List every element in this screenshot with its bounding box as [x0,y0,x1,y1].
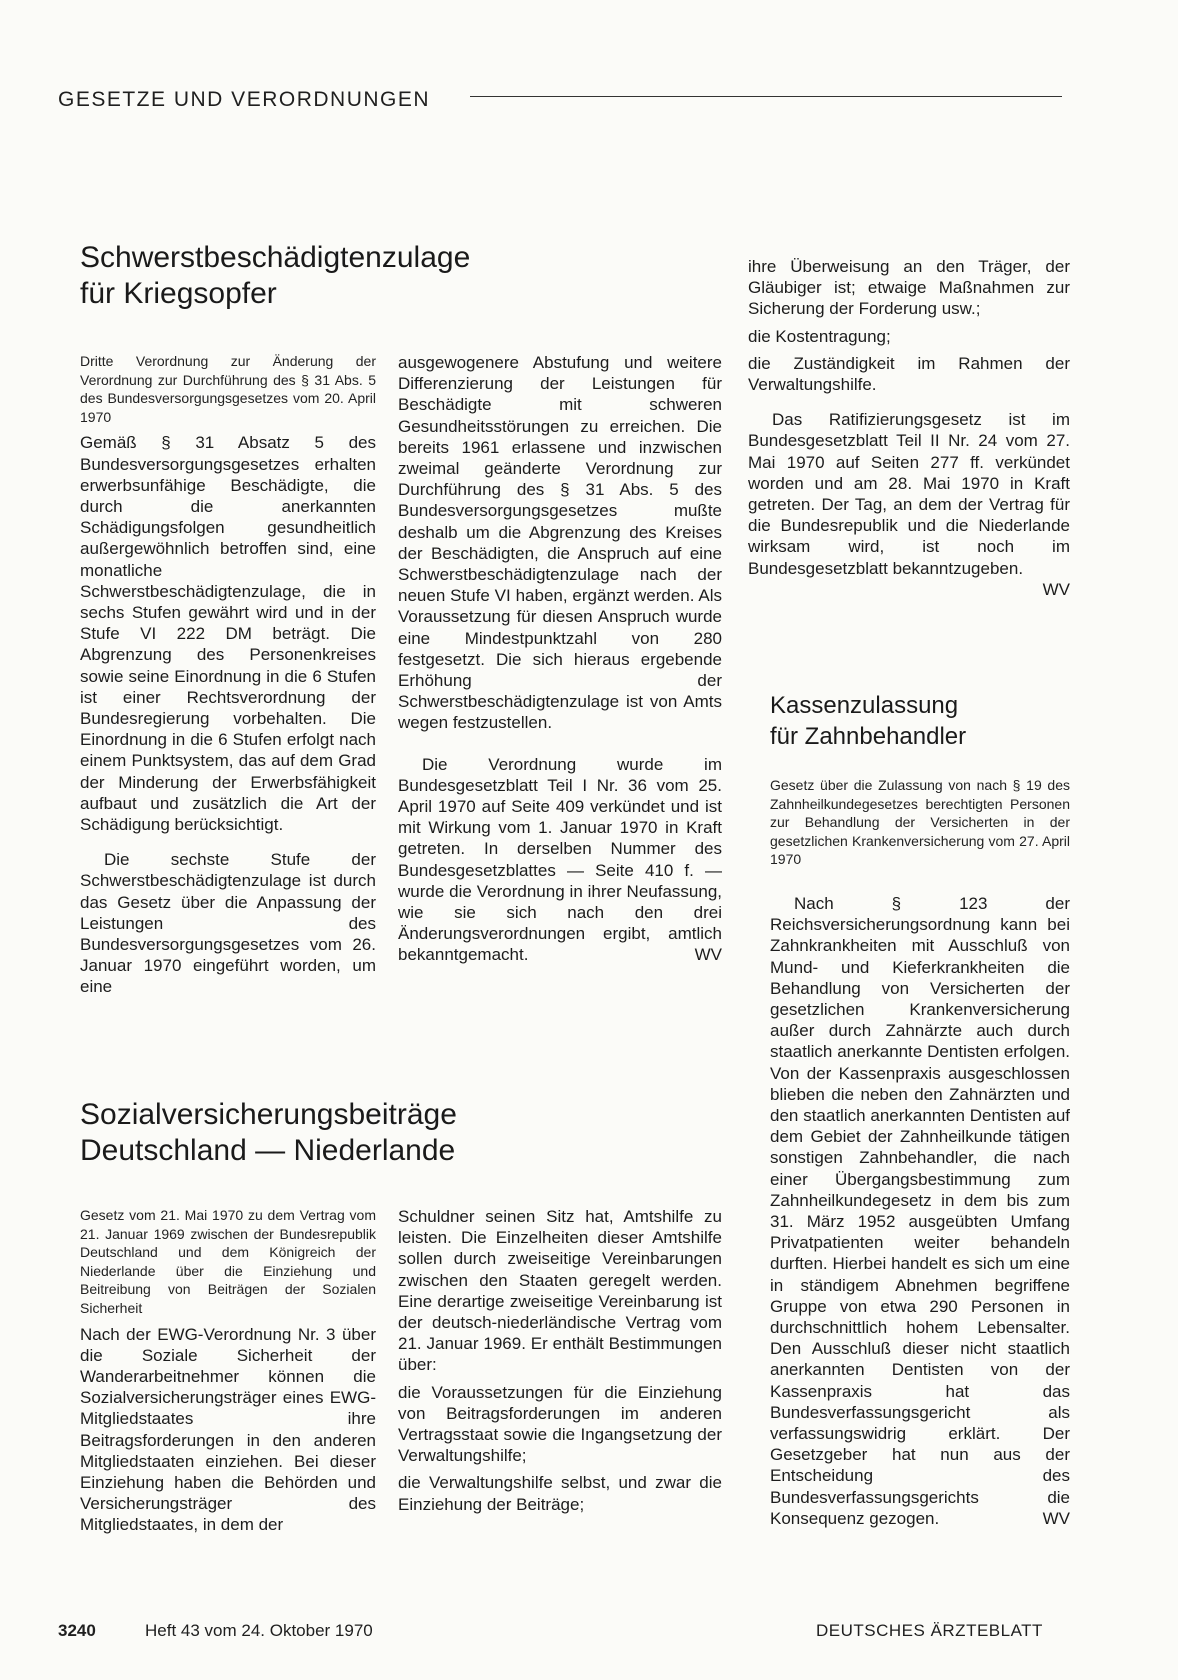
article1-column2 [398,352,722,966]
article1-subtitle: Dritte Verordnung zur Änderung der Verordnung zur Durchführung des § 31 Abs. 5 des Bundesversorgungsgesetzes vom 20. April 1970 [80,353,376,425]
article1-title-line1: Schwerstbeschädigtenzulage [80,241,471,274]
header-rule [470,96,1062,97]
journal-name: DEUTSCHES ÄRZTEBLATT [816,1621,1043,1640]
article3-column [770,776,1070,1529]
article2-paragraph2: Schuldner seinen Sitz hat, Amtshilfe zu leisten. Die Einzelheiten dieser Amtshilfe sollen durch zweiseitige Vereinbarungen zwischen den Staaten geregelt werden. Eine derartige zweiseitige Vereinbarung ist der deutsch-niederländische Vertrag vom 21. Januar 1969. Er enthält Bestimmungen über: [398,1207,722,1375]
article1-paragraph2: Die sechste Stufe der Schwerstbeschädigtenzulage ist durch das Gesetz über die Anpassung der Leistungen des Bundesversorgungsgesetzes vom 26. Januar 1970 eingeführt worden, um eine [80,850,376,997]
article2-list-item3: ihre Überweisung an den Träger, der Gläubiger ist; etwaige Maßnahmen zur Sicherung der Forderung usw.; [748,257,1070,319]
article2-list-item5: die Zuständigkeit im Rahmen der Verwaltungshilfe. [748,353,1070,395]
article2-column3 [748,256,1070,600]
article1-paragraph1: Gemäß § 31 Absatz 5 des Bundesversorgungsgesetzes erhalten erwerbsunfähige Beschädigte, die durch die anerkannten Schädigungsfolgen gesundheitlich außergewöhnlich betroffen sind, eine monatliche Schwerstbeschädigtenzulage, die in sechs Stufen gewährt wird und in der Stufe VI 222 DM beträgt. Die Abgrenzung des Personenkreises sowie seine Einordnung in die 6 Stufen ist einer Rechtsverordnung der Bundesregierung vorbehalten. Die Einordnung in die 6 Stufen erfolgt nach einem Punktsystem, das auf dem Grad der Minderung der Erwerbsfähigkeit aufbaut und zusätzlich die Art der Schädigung berücksichtigt. [80,433,376,835]
article1-title-block [80,240,720,312]
article3-subtitle: Gesetz über die Zulassung von nach § 19 des Zahnheilkundegesetzes berechtigten Personen zur Behandlung der Versicherten in der gesetzlichen Krankenversicherung vom 27. April 1970 [770,777,1070,868]
article2-title-line2: Deutschland — Niederlande [80,1134,456,1167]
article1-title-line2: für Kriegsopfer [80,277,277,310]
section-heading: GESETZE UND VERORDNUNGEN [58,88,431,111]
article1-signature: WV [694,945,722,965]
issue-info: Heft 43 vom 24. Oktober 1970 [145,1621,373,1640]
page-number: 3240 [58,1621,96,1640]
article2-signature: WV [1042,579,1070,599]
article2-list-item4: die Kostentragung; [748,326,891,346]
article2-title-block [80,1097,720,1169]
article2-subtitle: Gesetz vom 21. Mai 1970 zu dem Vertrag vom 21. Januar 1969 zwischen der Bundesrepublik Deutschland und dem Königreich der Niederlande über die Einziehung und Beitreibung von Beiträgen der Sozialen Sicherheit [80,1207,376,1316]
article2-paragraph1: Nach der EWG-Verordnung Nr. 3 über die Soziale Sicherheit der Wanderarbeitnehmer können die Sozialversicherungsträger eines EWG-Mitgliedstaates ihre Beitragsforderungen in den anderen Mitgliedstaaten einziehen. Bei dieser Einziehung haben die Behörden und Versicherungsträger des Mitgliedstaates, in dem der [80,1324,376,1535]
article3-title-line2: für Zahnbehandler [770,723,967,750]
article3-title-block [770,690,1070,752]
article3-paragraph1 [770,893,1070,1529]
article2-list-item2: die Verwaltungshilfe selbst, und zwar die Einziehung der Beiträge; [398,1473,722,1514]
article1-paragraph4 [398,754,722,966]
article1-paragraph4-text: Die Verordnung wurde im Bundesgesetzblatt Teil I Nr. 36 vom 25. April 1970 auf Seite 409 verkündet und ist mit Wirkung vom 1. Januar 1970 in Kraft getreten. In derselben Nummer des Bundesgesetzblattes — Seite 410 f. — wurde die Verordnung in ihrer Neufassung, wie sie sich nach den drei Änderungsverordnungen ergibt, amtlich bekanntgemacht. [398,754,722,965]
article3-paragraph1-text: Nach § 123 der Reichsversicherungsordnung kann bei Zahnkrankheiten mit Ausschluß von Mund- und Kieferkrankheiten die Behandlung von Versicherten der gesetzlichen Krankenversicherung außer durch Zahnärzte auch durch staatlich anerkannte Dentisten erfolgen. Von der Kassenpraxis ausgeschlossen blieben die neben den Zahnärzten und den staatlich anerkannten Dentisten auf dem Gebiet der Zahnheilkunde tätigen sonstigen Zahnbehandler, die nach einer Übergangsbestimmung zum Zahnheilkundegesetz in dem bis zum 31. März 1952 ausgeübten Umfang Privatpatienten weiter behandeln durften. Hierbei handelt es sich um eine in ständigem Abnehmen begriffene Gruppe von etwa 290 Personen in durchschnittlich hohem Lebensalter. Den Ausschluß dieser nicht staatlich anerkannten Dentisten von der Kassenpraxis hat das Bundesverfassungsgericht als verfassungswidrig erklärt. Der Gesetzgeber hat nun aus der Entscheidung des Bundesverfassungsgerichts die Konsequenz gezogen. [770,893,1070,1528]
article3-title-line1: Kassenzulassung [770,692,959,719]
article3-signature: WV [1042,1508,1070,1528]
article2-column2 [398,1206,722,1515]
article1-column1 [80,352,376,998]
article2-paragraph3-text: Das Ratifizierungsgesetz ist im Bundesgesetzblatt Teil II Nr. 24 vom 27. Mai 1970 auf Seiten 277 ff. verkündet worden und am 28. Mai 1970 in Kraft getreten. Der Tag, an dem der Vertrag für die Bundesrepublik und die Niederlande wirksam wird, ist noch im Bundesgesetzblatt bekanntzugeben. [748,410,1070,578]
article2-paragraph3 [748,409,1070,599]
article2-column1 [80,1206,376,1536]
article1-paragraph3: ausgewogenere Abstufung und weitere Differenzierung der Leistungen für Beschädigte mit schweren Gesundheitsstörungen zu erreichen. Die bereits 1961 erlassene und inzwischen zweimal geänderte Verordnung zur Durchführung des § 31 Abs. 5 des Bundesversorgungsgesetzes mußte deshalb um die Abgrenzung des Kreises der Beschädigten, die Anspruch auf eine Schwerstbeschädigtenzulage nach der neuen Stufe VI haben, ergänzt werden. Als Voraussetzung für diesen Anspruch wurde eine Mindestpunktzahl von 280 festgesetzt. Die sich hieraus ergebende Erhöhung der Schwerstbeschädigtenzulage ist von Amts wegen festzustellen. [398,353,722,733]
article2-title-line1: Sozialversicherungsbeiträge [80,1098,457,1131]
article2-list-item1: die Voraussetzungen für die Einziehung von Beitragsforderungen im anderen Vertragsstaat sowie die Ingangsetzung der Verwaltungshilfe; [398,1382,722,1466]
